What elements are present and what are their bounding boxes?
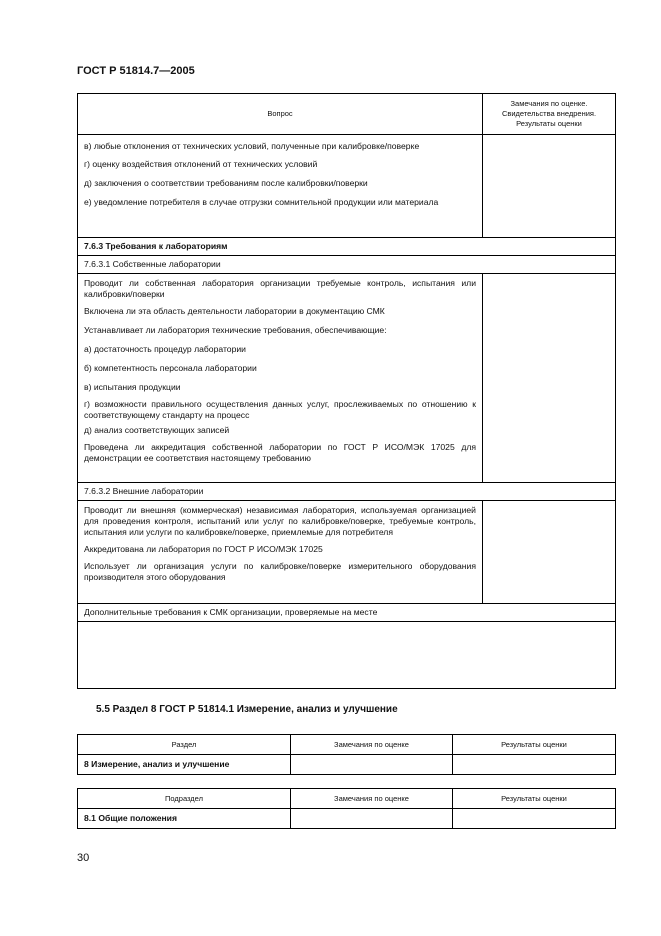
criteria-block-2 — [78, 274, 483, 483]
subsection-heading: 7.6.3.2 Внешние лаборатории — [78, 483, 616, 501]
subsection-heading: 7.6.3.1 Собственные лаборатории — [78, 256, 616, 274]
criterion-item: а) достаточность процедур лаборатории — [84, 344, 246, 354]
criterion-item: в) испытания продукции — [84, 382, 181, 392]
document-header: ГОСТ Р 51814.7—2005 — [77, 65, 195, 77]
section-heading: 7.6.3 Требования к лабораториям — [78, 238, 616, 256]
col-section-header: Раздел — [78, 735, 291, 755]
results-cell[interactable] — [453, 755, 616, 775]
criterion-item: Проведена ли аккредитация собственной лаборатории по ГОСТ Р ИСО/МЭК 17025 для демонстрации ее соответствия настоящему требованию — [84, 442, 476, 463]
criterion-item: е) уведомление потребителя в случае отгрузки сомнительной продукции или материала — [84, 197, 439, 207]
criterion-item: Устанавливает ли лаборатория технические требования, обеспечивающие: — [84, 325, 387, 335]
subsection-row-label: 8.1 Общие положения — [78, 809, 291, 829]
col-subsection-header: Подраздел — [78, 789, 291, 809]
criterion-item: г) оценку воздействия отклонений от технических условий — [84, 159, 318, 169]
remarks-cell[interactable] — [483, 501, 616, 604]
additional-requirements-cell[interactable] — [78, 622, 616, 689]
criteria-block-3 — [78, 501, 483, 604]
criterion-item: Аккредитована ли лаборатория по ГОСТ Р ИСО/МЭК 17025 — [84, 544, 323, 554]
criterion-item: д) заключения о соответствии требованиям после калибровки/поверки — [84, 178, 368, 188]
page-number: 30 — [77, 852, 90, 864]
subsection-table — [77, 788, 616, 829]
col-results-header: Результаты оценки — [453, 735, 616, 755]
criteria-block-1 — [78, 135, 483, 238]
criterion-item: Включена ли эта область деятельности лаборатории в документацию СМК — [84, 306, 385, 316]
col-results-header: Результаты оценки — [453, 789, 616, 809]
col-remarks-header: Замечания по оценке — [291, 735, 453, 755]
section-table — [77, 734, 616, 775]
additional-requirements-heading: Дополнительные требования к СМК организации, проверяемые на месте — [78, 604, 616, 622]
col-question-header: Вопрос — [78, 94, 483, 135]
section-row-label: 8 Измерение, анализ и улучшение — [78, 755, 291, 775]
criterion-item: д) анализ соответствующих записей — [84, 425, 230, 435]
section-5-5-title: 5.5 Раздел 8 ГОСТ Р 51814.1 Измерение, анализ и улучшение — [96, 704, 398, 715]
results-cell[interactable] — [453, 809, 616, 829]
criterion-item: Проводит ли внешняя (коммерческая) независимая лаборатория, используемая организацией для проведения контроля, испытаний или услуг по калибровке/поверке, требуемые контроль, испытания или услуги по калибровке/поверке, приемлемые для потребителя — [84, 505, 476, 537]
criterion-item: г) возможности правильного осуществления данных услуг, прослеживаемых по отношению к соответствующему стандарту на процесс — [84, 399, 476, 420]
remarks-cell[interactable] — [483, 135, 616, 238]
remarks-cell[interactable] — [291, 755, 453, 775]
criterion-item: Использует ли организация услуги по калибровке/поверке измерительного оборудования производителя этого оборудования — [84, 561, 476, 582]
criterion-item: в) любые отклонения от технических условий, полученные при калибровке/поверке — [84, 141, 420, 151]
remarks-cell[interactable] — [483, 274, 616, 483]
criterion-item: Проводит ли собственная лаборатория организации требуемые контроль, испытания или калибровки/поверки — [84, 278, 476, 299]
col-remarks-header: Замечания по оценке. Свидетельства внедрения. Результаты оценки — [483, 94, 616, 135]
assessment-table — [77, 93, 616, 689]
criterion-item: б) компетентность персонала лаборатории — [84, 363, 257, 373]
remarks-cell[interactable] — [291, 809, 453, 829]
col-remarks-header: Замечания по оценке — [291, 789, 453, 809]
